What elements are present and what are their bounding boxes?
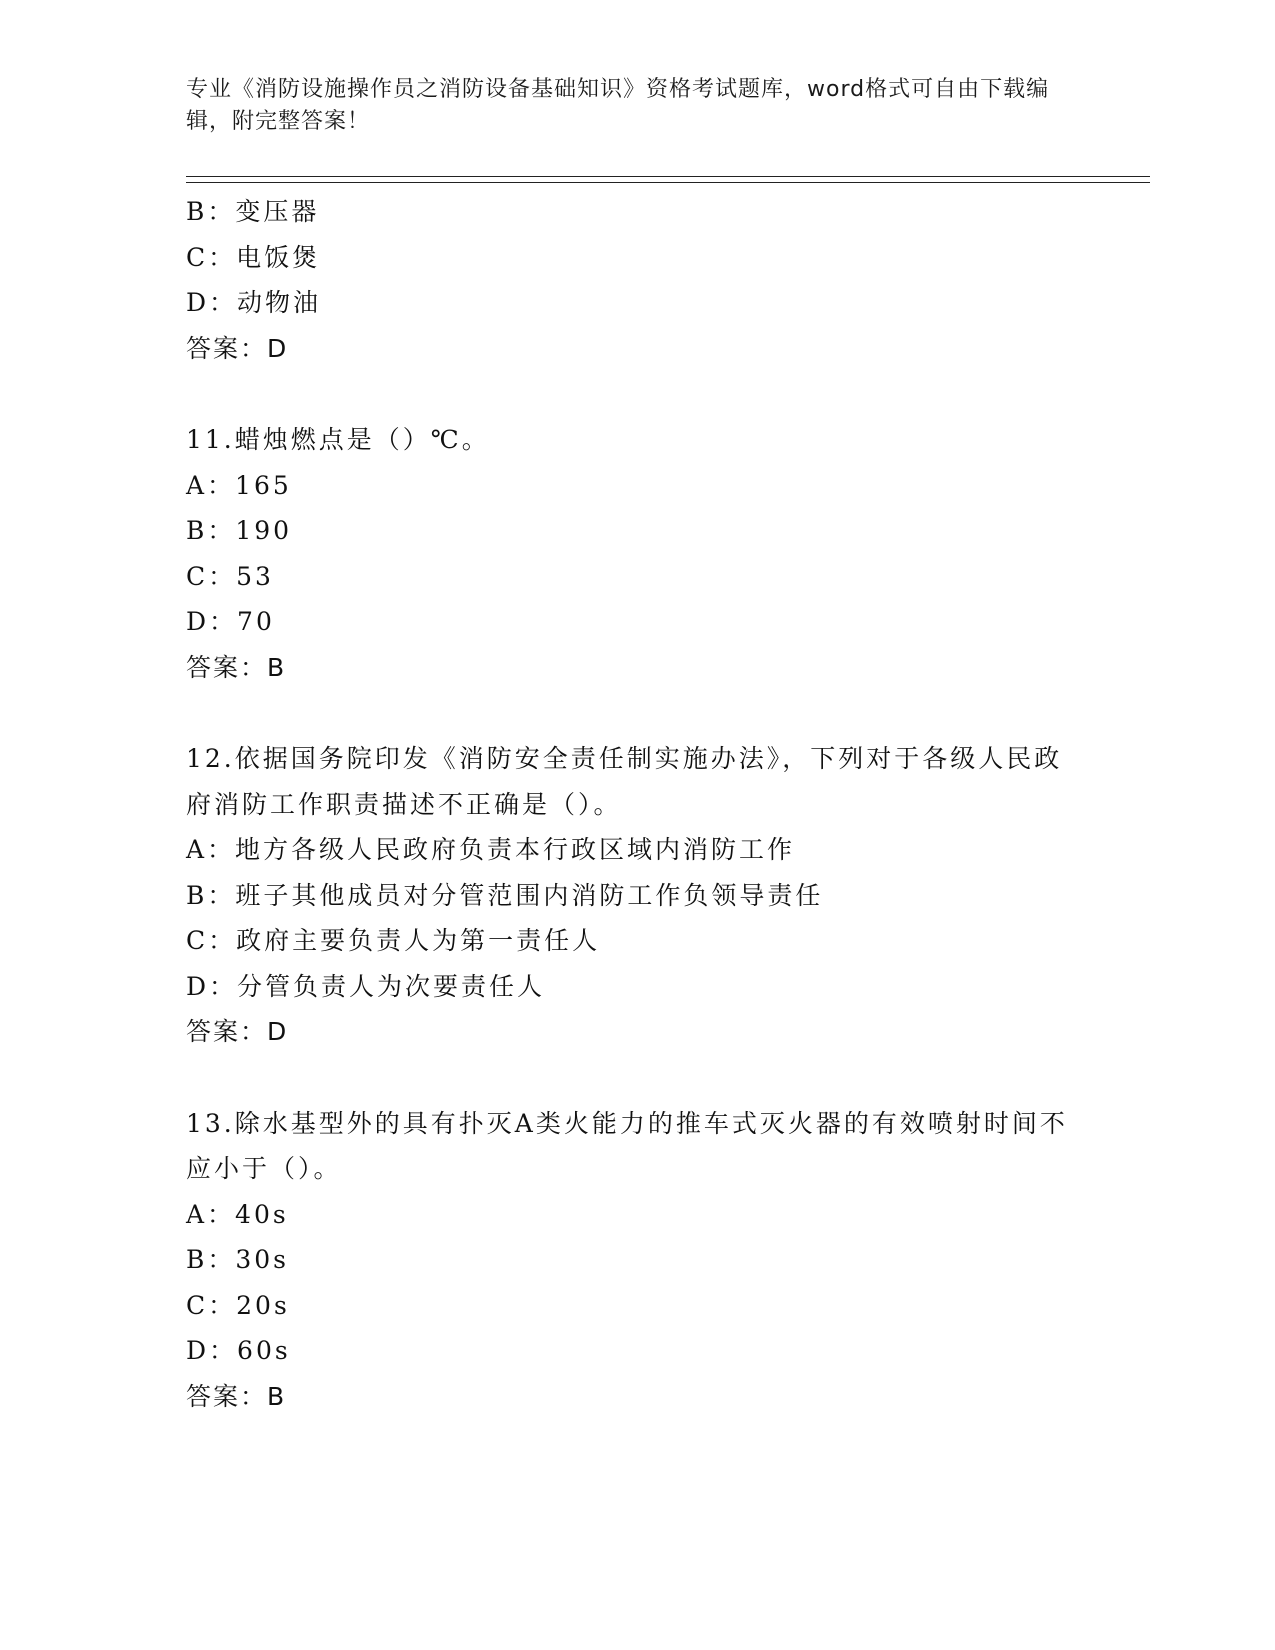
option-c: C：53 [186, 561, 274, 591]
option-b: B：变压器 [186, 197, 320, 226]
option-d: D：动物油 [186, 288, 322, 317]
option-c: C：电饭煲 [186, 242, 321, 272]
question-title: 11.蜡烛燃点是（）℃。 [186, 425, 490, 454]
partial-question-block [186, 189, 1086, 371]
option-a: A：地方各级人民政府负责本行政区域内消防工作 [186, 835, 796, 864]
header-rule-top [186, 176, 1150, 177]
question-title: 12.依据国务院印发《消防安全责任制实施办法》，下列对于各级人民政府消防工作职责描述不正确是（）。 [186, 744, 1063, 819]
option-a: A：40s [186, 1199, 289, 1229]
answer-line: 答案：B [186, 652, 287, 682]
option-c: C：20s [186, 1290, 290, 1320]
question-12 [186, 736, 1086, 1055]
question-list [186, 189, 1086, 1419]
question-13 [186, 1101, 1086, 1420]
option-b: B：190 [186, 516, 293, 545]
header-rule-bottom [186, 182, 1150, 183]
option-d: D：60s [186, 1336, 291, 1365]
question-title: 13.除水基型外的具有扑灭A类火能力的推车式灭火器的有效喷射时间不应小于（）。 [186, 1108, 1068, 1183]
document-header: 专业《消防设施操作员之消防设备基础知识》资格考试题库，word格式可自由下载编辑，附完整答案！ [186, 77, 1050, 134]
answer-line: 答案：B [186, 1381, 287, 1411]
answer-line: 答案：D [186, 333, 289, 363]
option-d: D：70 [186, 607, 275, 636]
option-d: D：分管负责人为次要责任人 [186, 971, 546, 1001]
question-11 [186, 417, 1086, 690]
option-a: A：165 [186, 470, 292, 500]
option-b: B：班子其他成员对分管范围内消防工作负领导责任 [186, 880, 824, 910]
option-b: B：30s [186, 1245, 290, 1274]
answer-line: 答案：D [186, 1017, 289, 1046]
option-c: C：政府主要负责人为第一责任人 [186, 926, 601, 955]
